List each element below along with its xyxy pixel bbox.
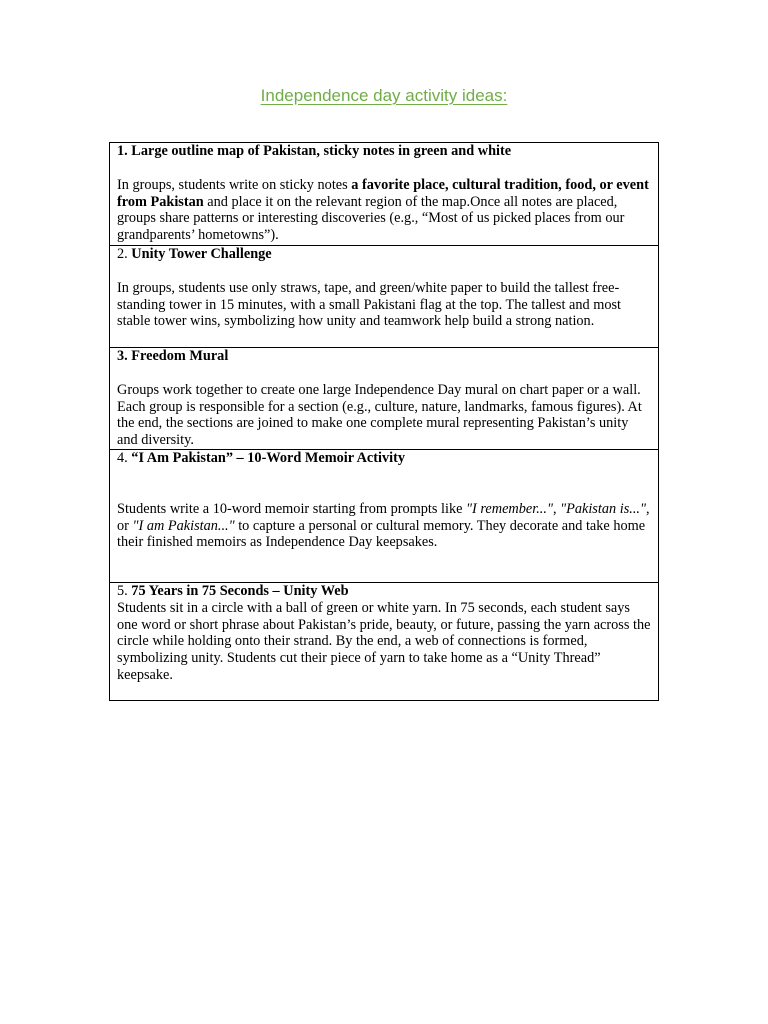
activity-row	[110, 143, 658, 245]
activity-heading: 3. Freedom Mural	[117, 348, 229, 364]
activity-table	[109, 142, 659, 701]
activity-description: Groups work together to create one large Independence Day mural on chart paper or a wall. Each group is responsible for a section (e.g., culture, nature, landmarks, famous figures). At the end, the sections are joined to make one complete mural representing Pakistan’s unity and diversity.	[117, 381, 642, 449]
activity-heading: 4. “I Am Pakistan” – 10-Word Memoir Activity	[117, 450, 406, 466]
activity-row	[110, 582, 658, 700]
activity-description: In groups, students use only straws, tape, and green/white paper to build the tallest free-standing tower in 15 minutes, with a small Pakistani flag at the top. The tallest and most stable tower wins, symbolizing how unity and teamwork help build a strong nation.	[117, 279, 622, 330]
activity-heading: 2. Unity Tower Challenge	[117, 246, 272, 262]
activity-heading: 5. 75 Years in 75 Seconds – Unity Web	[117, 583, 349, 599]
page-title: Independence day activity ideas:	[260, 86, 508, 105]
activity-description: Students write a 10-word memoir starting from prompts like "I remember...", "Pakistan is...", or "I am Pakistan..." to capture a personal or cultural memory. They decorate and take home their finished memoirs as Independence Day keepsakes.	[117, 500, 650, 551]
activity-description: Students sit in a circle with a ball of green or white yarn. In 75 seconds, each student says one word or short phrase about Pakistan’s pride, beauty, or future, passing the yarn across the circle while holding onto their strand. By the end, a web of connections is formed, symbolizing unity. Students cut their piece of yarn to take home as a “Unity Thread” keepsake.	[117, 599, 651, 683]
activity-row	[110, 449, 658, 582]
activity-description: In groups, students write on sticky notes a favorite place, cultural tradition, food, or event from Pakistan and place it on the relevant region of the map.Once all notes are placed, groups share patterns or interesting discoveries (e.g., “Most of us picked places from our grandparents’ hometowns”).	[117, 176, 649, 244]
activity-row	[110, 245, 658, 347]
activity-heading: 1. Large outline map of Pakistan, sticky notes in green and white	[117, 143, 512, 159]
activity-row	[110, 347, 658, 449]
